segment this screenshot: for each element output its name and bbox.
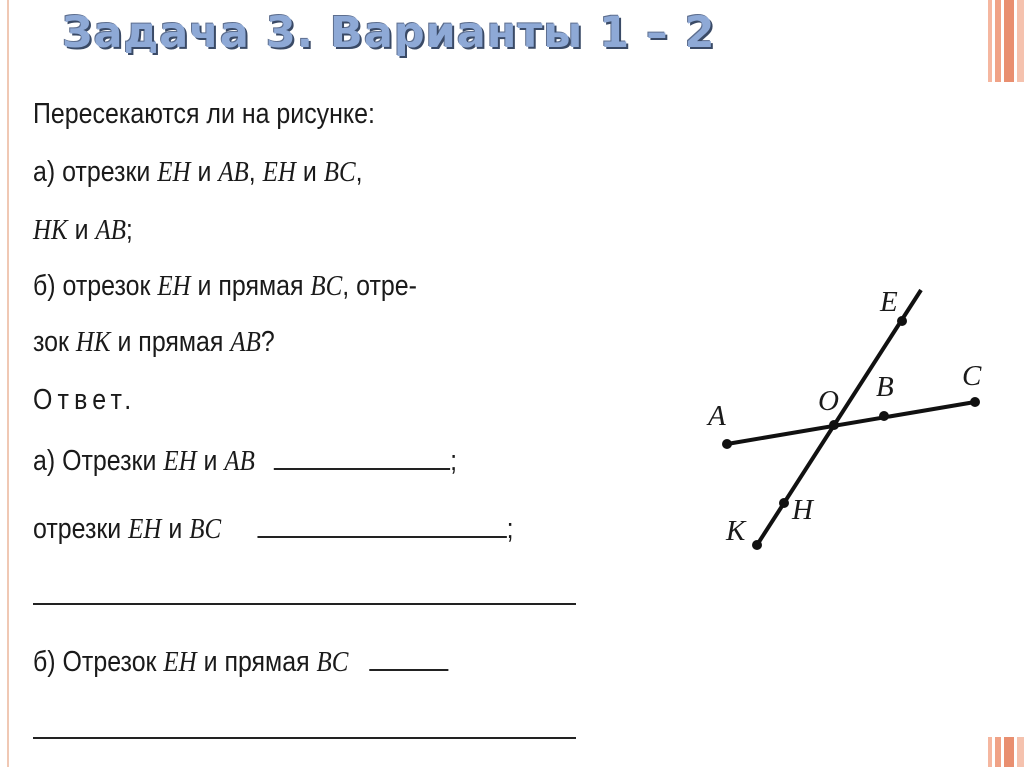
answer-heading: Ответ. <box>33 384 137 416</box>
question-a-line1: а) отрезки EH и AB, EH и BC, <box>33 156 363 188</box>
answer-b-line1: б) Отрезок EH и прямая BC <box>33 645 448 679</box>
answer-blank[interactable] <box>369 645 448 671</box>
answer-blank[interactable] <box>257 512 506 538</box>
question-a-line2: HK и AB; <box>33 214 133 246</box>
decor-stripes-top <box>980 0 1024 82</box>
label-k: K <box>726 515 746 547</box>
question-b-line1: б) отрезок EH и прямая BC, отре- <box>33 270 417 302</box>
label-b: B <box>876 371 894 403</box>
decor-stripes-bottom <box>980 737 1024 767</box>
answer-blank-full[interactable] <box>33 603 576 605</box>
label-c: C <box>962 360 982 392</box>
point-c <box>970 397 980 407</box>
label-o: O <box>818 385 839 417</box>
label-e: E <box>880 286 898 318</box>
answer-blank[interactable] <box>274 444 450 470</box>
geometry-figure <box>690 275 1010 565</box>
line-ac <box>727 402 975 444</box>
answer-blank-full[interactable] <box>33 737 576 739</box>
point-b <box>879 411 889 421</box>
point-a <box>722 439 732 449</box>
label-a: A <box>708 400 726 432</box>
slide-title: Задача 3. Варианты 1 – 2 <box>62 8 716 58</box>
question-intro: Пересекаются ли на рисунке: <box>33 98 375 130</box>
point-o <box>829 420 839 430</box>
point-h <box>779 498 789 508</box>
slide-frame-line <box>7 0 9 767</box>
answer-a-line1: а) Отрезки EH и AB ; <box>33 445 458 477</box>
point-e <box>897 316 907 326</box>
question-b-line2: зок HK и прямая AB? <box>33 326 275 358</box>
point-k <box>752 540 762 550</box>
label-h: H <box>792 494 813 526</box>
answer-a-line2: отрезки EH и BC ; <box>33 513 514 545</box>
